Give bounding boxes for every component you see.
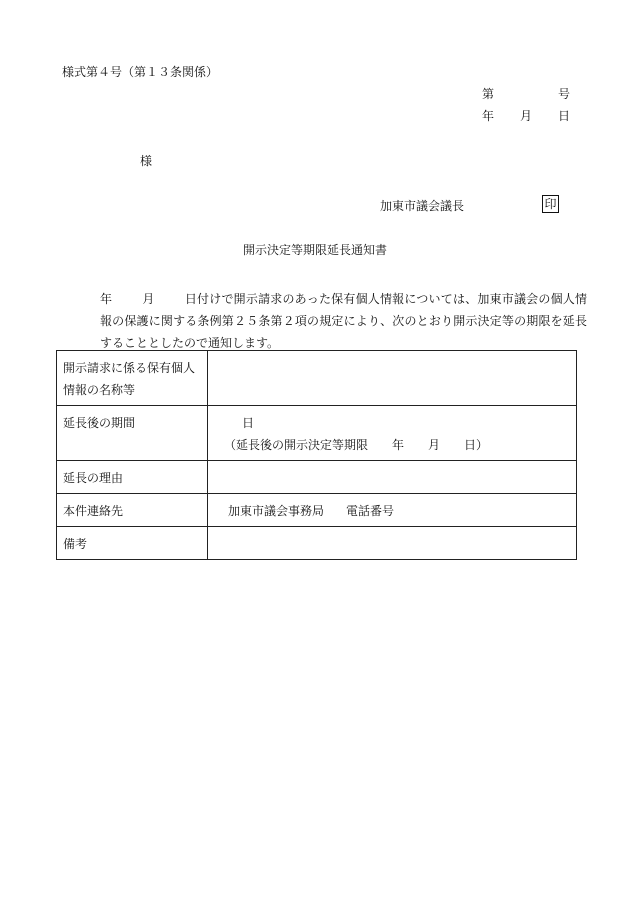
contact-office: 加東市議会事務局 — [228, 504, 325, 518]
row-label-information-name: 開示請求に係る保有個人情報の名称等 — [57, 351, 208, 406]
body-paragraph — [62, 288, 587, 354]
row-label-reason: 延長の理由 — [57, 461, 208, 494]
table-row — [57, 461, 577, 494]
sender-title: 加東市議会議長 — [380, 199, 465, 213]
body-year-label: 年 — [100, 292, 113, 306]
table-row — [57, 527, 577, 560]
contact-phone-label: 電話番号 — [346, 504, 395, 518]
row-value-information-name — [208, 351, 577, 406]
info-table — [56, 350, 577, 560]
row-value-remarks — [208, 527, 577, 560]
extended-deadline-prefix: （延長後の開示決定等期限 — [224, 438, 369, 452]
extended-deadline-line — [214, 434, 572, 456]
row-label-contact: 本件連絡先 — [57, 494, 208, 527]
row-value-contact — [208, 494, 577, 527]
extended-deadline-month: 月 — [428, 438, 441, 452]
date-day-label: 日 — [558, 109, 571, 123]
table-row — [57, 406, 577, 461]
extended-deadline-year: 年 — [392, 438, 405, 452]
body-text-rest: 日付けで開示請求のあった保有個人情報については、加東市議会の個人情報の保護に関する条例第２５条第２項の規定により、次のとおり開示決定等の期限を延長することとしたので通知します。 — [100, 292, 587, 350]
doc-number-dai: 第 — [482, 87, 495, 101]
extended-deadline-day: 日） — [464, 438, 489, 452]
table-row — [57, 351, 577, 406]
seal-box: 印 — [542, 195, 559, 213]
addressee-suffix: 様 — [140, 154, 153, 168]
row-label-extended-period: 延長後の期間 — [57, 406, 208, 461]
date-month-label: 月 — [520, 109, 533, 123]
extended-days-label: 日 — [242, 416, 255, 430]
form-number: 様式第４号（第１３条関係） — [62, 65, 219, 79]
doc-number-go: 号 — [558, 87, 571, 101]
document-title: 開示決定等期限延長通知書 — [242, 243, 387, 257]
body-month-label: 月 — [142, 292, 155, 306]
table-row — [57, 494, 577, 527]
row-value-extended-period — [208, 406, 577, 461]
row-label-remarks: 備考 — [57, 527, 208, 560]
row-value-reason — [208, 461, 577, 494]
date-year-label: 年 — [482, 109, 495, 123]
